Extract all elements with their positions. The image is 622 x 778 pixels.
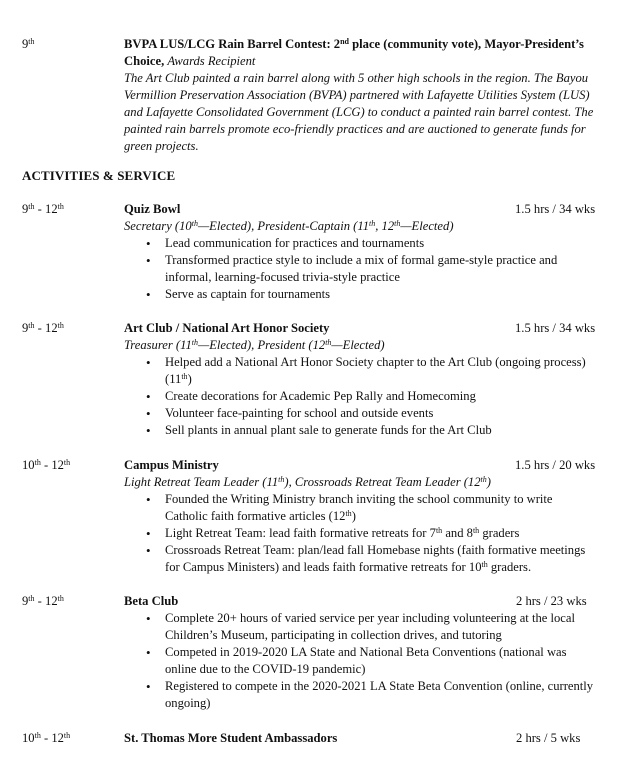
art-grade: 9th - 12th: [22, 321, 64, 335]
list-item: • Serve as captain for tournaments: [124, 286, 600, 303]
beta-entry: [124, 593, 600, 712]
stm-entry: [124, 730, 600, 747]
quiz-bullets: [124, 235, 600, 303]
campus-title: Campus Ministry: [124, 458, 219, 472]
award-title-line2: Choice, Awards Recipient: [124, 54, 256, 68]
stm-hours: 2 hrs / 5 wks: [516, 731, 581, 745]
beta-title: Beta Club: [124, 594, 179, 608]
list-item: • Crossroads Retreat Team: plan/lead fall Homebase nights (faith formative meetings for Campus Ministers) and leads faith formative retreats for 10th graders.: [124, 542, 600, 576]
list-item: • Transformed practice style to include a mix of formal game-style practice and informal, learning-focused trivia-style practice: [124, 252, 600, 286]
list-item: • Volunteer face-painting for school and outside events: [124, 405, 600, 422]
quiz-title: Quiz Bowl: [124, 202, 181, 216]
quiz-grade: 9th - 12th: [22, 202, 64, 216]
list-item: • Light Retreat Team: lead faith formative retreats for 7th and 8th graders: [124, 525, 600, 542]
campus-hours: 1.5 hrs / 20 wks: [515, 458, 596, 472]
list-item: • Competed in 2019-2020 LA State and National Beta Conventions (national was online due to the COVID-19 pandemic): [124, 644, 600, 678]
art-role: Treasurer (11th—Elected), President (12th—Elected): [124, 338, 385, 352]
section-heading: ACTIVITIES & SERVICE: [22, 168, 176, 183]
quiz-role: Secretary (10th—Elected), President-Captain (11th, 12th—Elected): [124, 219, 454, 233]
award-description-line: Vermillion Preservation Association (BVPA) partnered with Lafayette Utilities System (LUS): [124, 88, 590, 102]
list-item: • Helped add a National Art Honor Society chapter to the Art Club (ongoing process) (11th): [124, 354, 600, 388]
stm-title: St. Thomas More Student Ambassadors: [124, 731, 338, 745]
art-bullets: [124, 354, 600, 439]
quiz-hours: 1.5 hrs / 34 wks: [515, 202, 596, 216]
art-entry: [124, 320, 600, 439]
beta-hours: 2 hrs / 23 wks: [516, 594, 587, 608]
quiz-entry: [124, 201, 600, 303]
campus-grade: 10th - 12th: [22, 458, 71, 472]
art-hours: 1.5 hrs / 34 wks: [515, 321, 596, 335]
list-item: • Sell plants in annual plant sale to generate funds for the Art Club: [124, 422, 600, 439]
beta-bullets: [124, 610, 600, 712]
list-item: • Complete 20+ hours of varied service per year including volunteering at the local Children’s Museum, participating in collection drives, and tutoring: [124, 610, 600, 644]
award-description-line: green projects.: [124, 139, 199, 153]
award-entry: [124, 36, 600, 155]
beta-grade: 9th - 12th: [22, 594, 64, 608]
award-grade: 9th: [22, 37, 35, 51]
list-item: • Lead communication for practices and tournaments: [124, 235, 600, 252]
award-description-line: and Lafayette Consolidated Government (LCG) to conduct a painted rain barrel contest. The: [124, 105, 594, 119]
stm-grade: 10th - 12th: [22, 731, 71, 745]
list-item: • Founded the Writing Ministry branch inviting the school community to write Catholic faith formative articles (12th): [124, 491, 600, 525]
list-item: • Registered to compete in the 2020-2021 LA State Beta Convention (online, currently ongoing): [124, 678, 600, 712]
campus-bullets: [124, 491, 600, 576]
list-item: • Create decorations for Academic Pep Rally and Homecoming: [124, 388, 600, 405]
award-description-line: painted rain barrels promote eco-friendly practices and are auctioned to generate funds for: [124, 122, 586, 136]
award-title: BVPA LUS/LCG Rain Barrel Contest: 2nd place (community vote), Mayor-President’s: [124, 37, 584, 51]
award-description-line: The Art Club painted a rain barrel along with 5 other high schools in the region. The Bayou: [124, 71, 589, 85]
campus-role: Light Retreat Team Leader (11th), Crossroads Retreat Team Leader (12th): [124, 475, 491, 489]
art-title: Art Club / National Art Honor Society: [124, 321, 330, 335]
campus-entry: [124, 457, 600, 576]
